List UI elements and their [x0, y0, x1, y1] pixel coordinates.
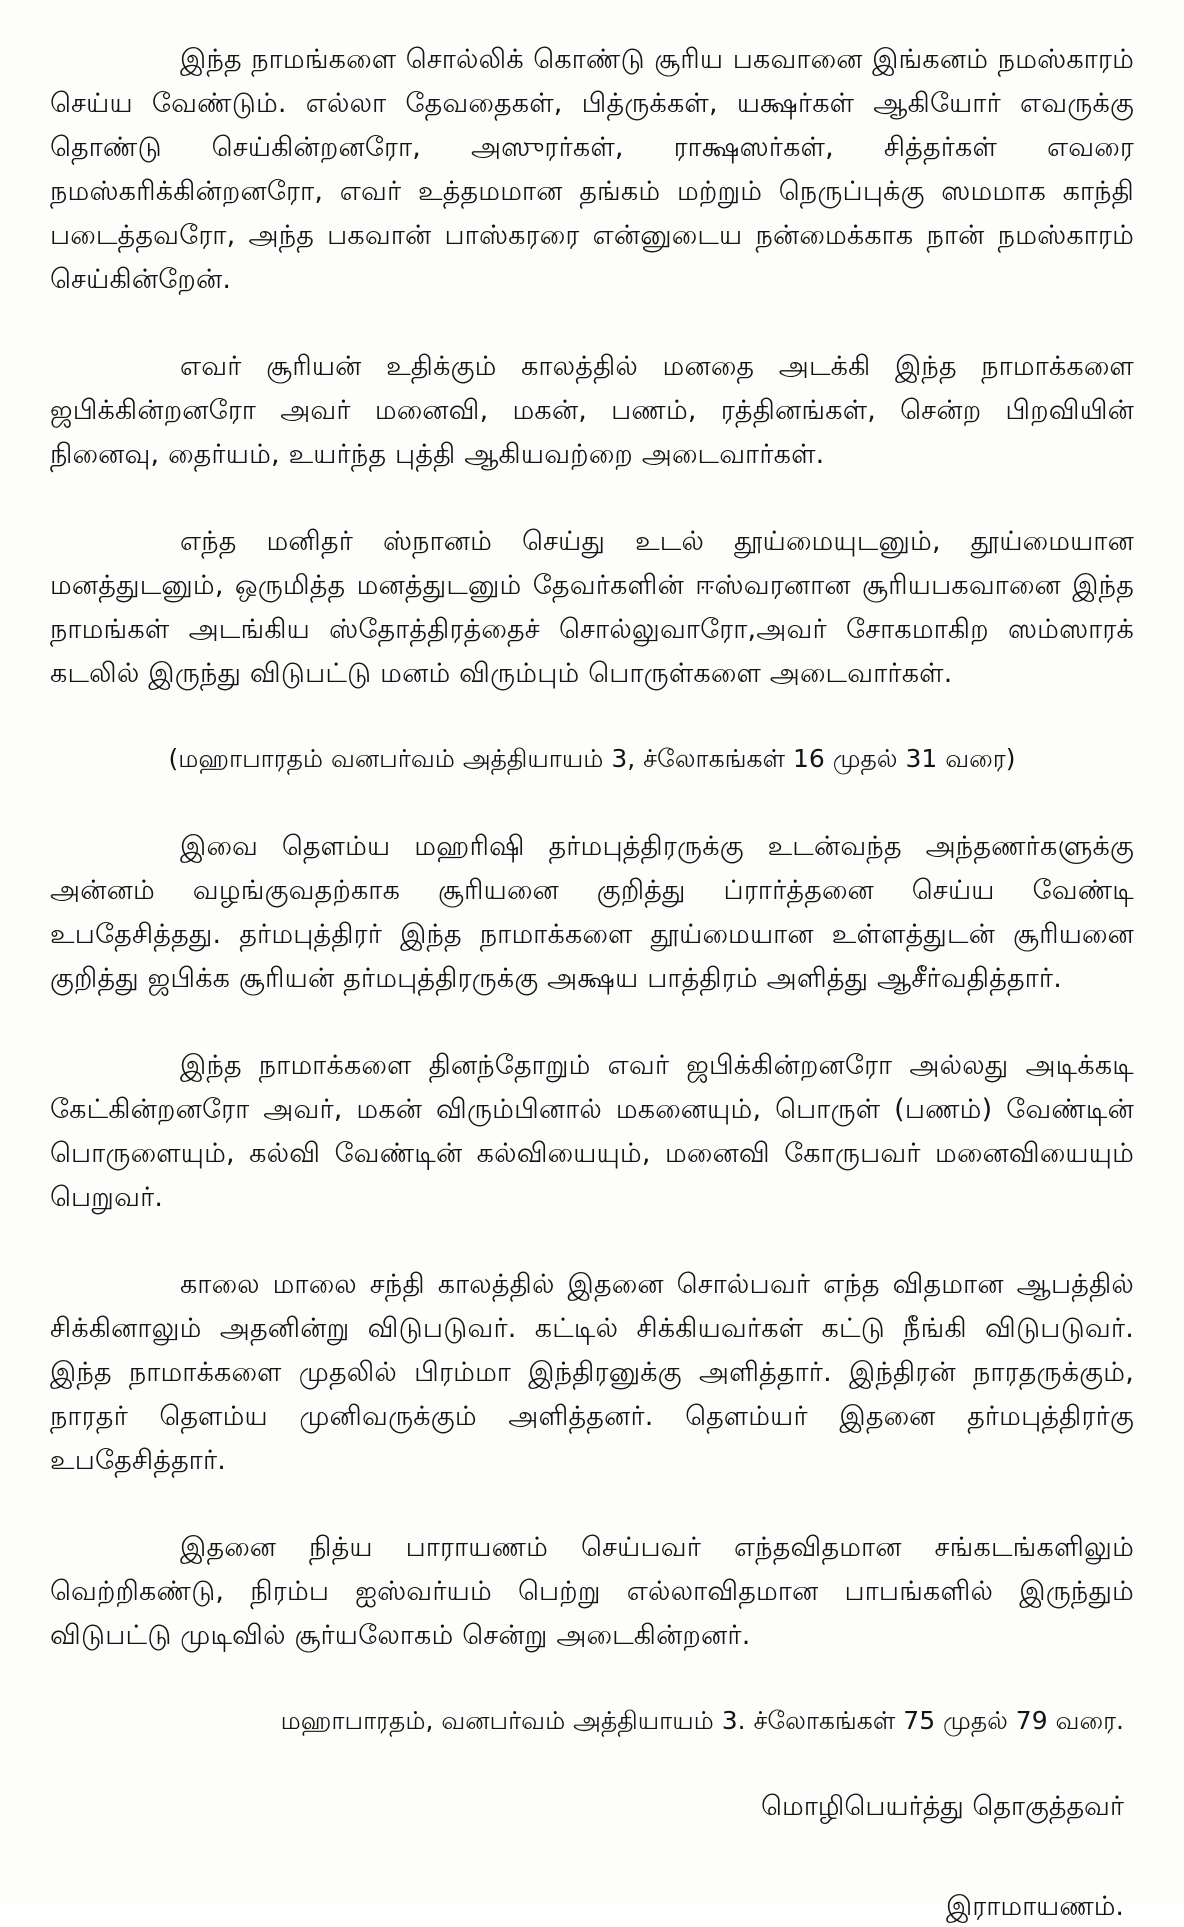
paragraph-japa-benefits: எவர் சூரியன் உதிக்கும் காலத்தில் மனதை அடக்கி இந்த நாமாக்களை ஜபிக்கின்றனரோ அவர் மனைவி, மகன், பணம், ரத்தினங்கள், சென்ற பிறவியின் நினைவு, தைர்யம், உயர்ந்த புத்தி ஆகியவற்றை அடைவார்கள். — [50, 351, 1134, 470]
translator-credit-label: மொழிபெயர்த்து தொகுத்தவர் — [760, 1791, 1124, 1822]
paragraph-surya-namaskara: இந்த நாமங்களை சொல்லிக் கொண்டு சூரிய பகவானை இங்கனம் நமஸ்காரம் செய்ய வேண்டும். எல்லா தேவதைகள், பித்ருக்கள், யக்ஷர்கள் ஆகியோர் எவருக்கு தொண்டு செய்கின்றனரோ, அஸுரர்கள், ராக்ஷஸர்கள், சித்தர்கள் எவரை நமஸ்கரிக்கின்றனரோ, எவர் உத்தமமான தங்கம் மற்றும் நெருப்புக்கு ஸமமாக காந்தி படைத்தவரோ, அந்த பகவான் பாஸ்கரரை என்னுடைய நன்மைக்காக நான் நமஸ்காரம் செய்கின்றேன். — [50, 44, 1134, 295]
translator-name: இராமாயணம். — [946, 1891, 1124, 1922]
reference-vana-parva-75-79: மஹாபாரதம், வனபர்வம் அத்தியாயம் 3. ச்லோகங்கள் 75 முதல் 79 வரை. — [280, 1706, 1124, 1735]
paragraph-daily-chanting: இந்த நாமாக்களை தினந்தோறும் எவர் ஜபிக்கின்றனரோ அல்லது அடிக்கடி கேட்கின்றனரோ அவர், மகன் விரும்பினால் மகனையும், பொருள் (பணம்) வேண்டின் பொருளையும், கல்வி வேண்டின் கல்வியையும், மனைவி கோருபவர் மனைவியையும் பெறுவர். — [50, 1050, 1134, 1213]
reference-vana-parva-16-31: (மஹாபாரதம் வனபர்வம் அத்தியாயம் 3, ச்லோகங்கள் 16 முதல் 31 வரை) — [168, 744, 1016, 773]
paragraph-nitya-parayanam: இதனை நித்ய பாராயணம் செய்பவர் எந்தவிதமான சங்கடங்களிலும் வெற்றிகண்டு, நிரம்ப ஐஸ்வர்யம் பெற்று எல்லாவிதமான பாபங்களில் இருந்தும் விடுபட்டு முடிவில் சூர்யலோகம் சென்று அடைகின்றனர். — [50, 1532, 1134, 1651]
paragraph-akshaya-patra: இவை தௌம்ய மஹரிஷி தர்மபுத்திரருக்கு உடன்வந்த அந்தணர்களுக்கு அன்னம் வழங்குவதற்காக சூரியனை குறித்து ப்ரார்த்தனை செய்ய வேண்டி உபதேசித்தது. தர்மபுத்திரர் இந்த நாமாக்களை தூய்மையான உள்ளத்துடன் சூரியனை குறித்து ஜபிக்க சூரியன் தர்மபுத்திரருக்கு அக்ஷய பாத்திரம் அளித்து ஆசீர்வதித்தார். — [50, 831, 1134, 994]
paragraph-stotra-recitation: எந்த மனிதர் ஸ்நானம் செய்து உடல் தூய்மையுடனும், தூய்மையான மனத்துடனும், ஒருமித்த மனத்துடனும் தேவர்களின் ஈஸ்வரனான சூரியபகவானை இந்த நாமங்கள் அடங்கிய ஸ்தோத்திரத்தைச் சொல்லுவாரோ,அவர் சோகமாகிற ஸம்ஸாரக் கடலில் இருந்து விடுபட்டு மனம் விரும்பும் பொருள்களை அடைவார்கள். — [50, 526, 1134, 689]
paragraph-sandhya-chanting: காலை மாலை சந்தி காலத்தில் இதனை சொல்பவர் எந்த விதமான ஆபத்தில் சிக்கினாலும் அதனின்று விடுபடுவர். கட்டில் சிக்கியவர்கள் கட்டு நீங்கி விடுபடுவர். இந்த நாமாக்களை முதலில் பிரம்மா இந்திரனுக்கு அளித்தார். இந்திரன் நாரதருக்கும், நாரதர் தௌம்ய முனிவருக்கும் அளித்தனர். தௌம்யர் இதனை தர்மபுத்திரர்கு உபதேசித்தார். — [50, 1269, 1134, 1476]
